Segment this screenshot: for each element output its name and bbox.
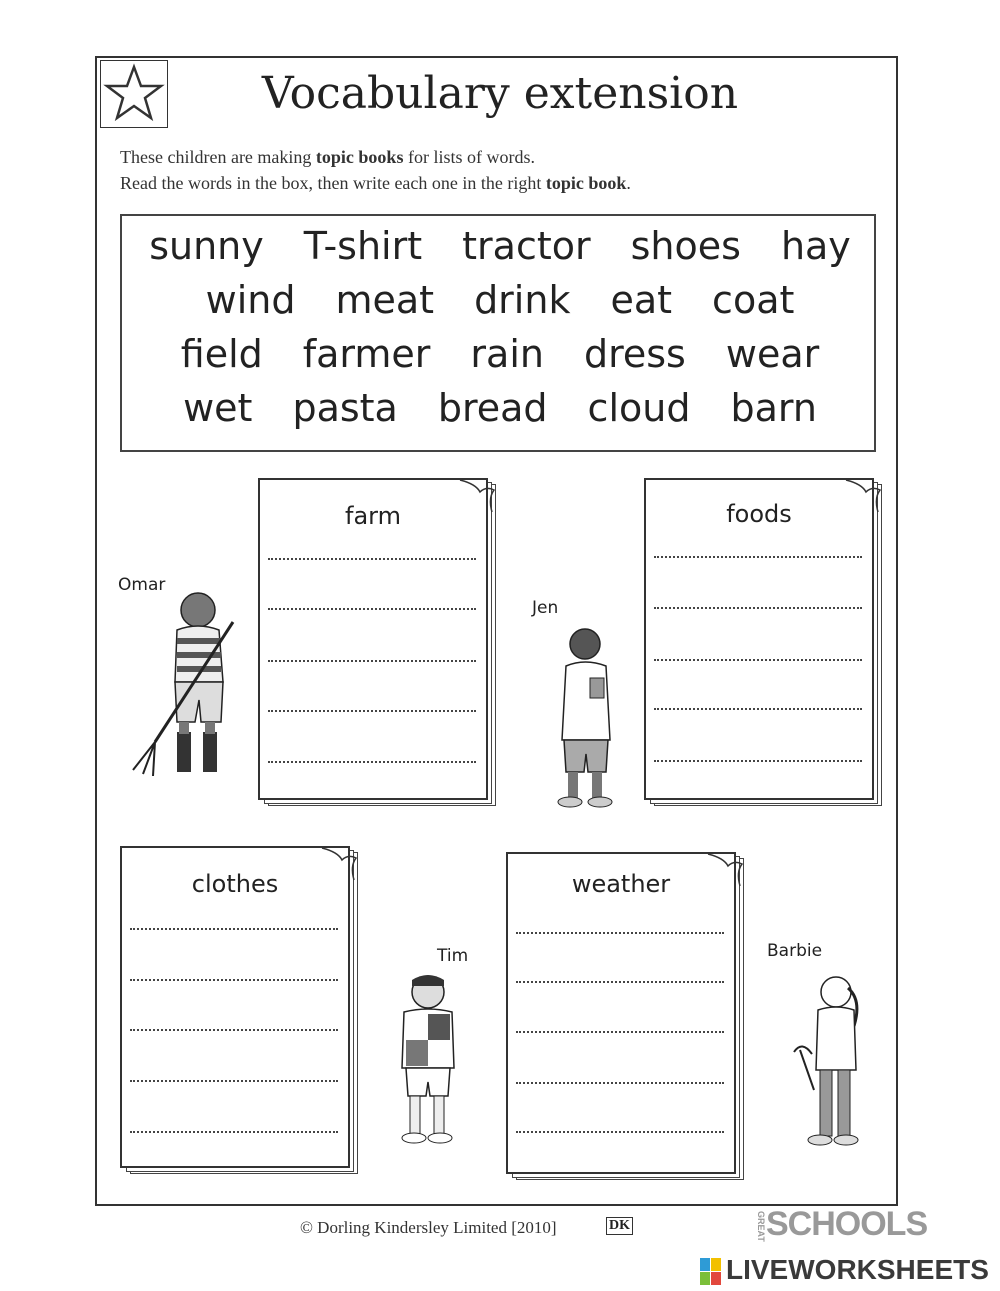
- word: drink: [474, 278, 571, 322]
- copyright-notice: © Dorling Kindersley Limited [2010]: [300, 1218, 557, 1237]
- answer-line-1[interactable]: [268, 558, 476, 560]
- answer-line-2[interactable]: [268, 608, 476, 610]
- child-name-tim: Tim: [437, 946, 469, 966]
- child-name-jen: Jen: [532, 598, 559, 618]
- word: pasta: [292, 386, 398, 430]
- book-title: clothes: [191, 870, 279, 898]
- answer-line-1[interactable]: [130, 928, 338, 930]
- liveworksheets-text: LIVEWORKSHEETS: [726, 1254, 989, 1285]
- book-front-page: [120, 846, 350, 1168]
- topic-book-farm: [258, 478, 498, 808]
- topic-book-foods: [644, 478, 884, 808]
- word: cloud: [587, 386, 691, 430]
- tim-illustration: [388, 970, 468, 1150]
- answer-line-3[interactable]: [516, 1031, 724, 1033]
- word: eat: [610, 278, 673, 322]
- book-front-page: [258, 478, 488, 800]
- answer-line-1[interactable]: [516, 932, 724, 934]
- answer-line-1[interactable]: [654, 556, 862, 558]
- answer-line-2[interactable]: [516, 981, 724, 983]
- answer-line-5[interactable]: [130, 1131, 338, 1133]
- dk-logo: DK: [606, 1217, 633, 1235]
- child-name-omar: Omar: [118, 575, 166, 595]
- greatschools-logo: [756, 1205, 927, 1244]
- answer-line-3[interactable]: [268, 660, 476, 662]
- answer-line-4[interactable]: [130, 1080, 338, 1082]
- word: meat: [335, 278, 435, 322]
- answer-line-3[interactable]: [654, 659, 862, 661]
- word: rain: [470, 332, 544, 376]
- word-box: [120, 214, 876, 452]
- instructions: [120, 144, 880, 196]
- omar-illustration: [125, 582, 240, 787]
- barbie-illustration: [790, 970, 870, 1152]
- book-title: weather: [571, 870, 671, 898]
- book-front-page: [644, 478, 874, 800]
- page-curl-icon: [458, 478, 498, 518]
- page-curl-icon: [320, 846, 360, 886]
- word: tractor: [462, 224, 591, 268]
- book-title: foods: [726, 500, 792, 528]
- answer-line-4[interactable]: [654, 708, 862, 710]
- greatschools-text: SCHOOLS: [766, 1205, 928, 1243]
- answer-line-5[interactable]: [654, 760, 862, 762]
- answer-line-2[interactable]: [654, 607, 862, 609]
- word: field: [180, 332, 263, 376]
- word: dress: [583, 332, 686, 376]
- word: sunny: [149, 224, 264, 268]
- word-row: [122, 224, 878, 268]
- page-curl-icon: [706, 852, 746, 892]
- page-curl-icon: [844, 478, 884, 518]
- greatschools-small-text: GREAT: [756, 1210, 766, 1242]
- answer-line-5[interactable]: [268, 761, 476, 763]
- word: coat: [712, 278, 795, 322]
- answer-line-5[interactable]: [516, 1131, 724, 1133]
- star-icon: [101, 61, 167, 127]
- answer-line-4[interactable]: [268, 710, 476, 712]
- instruction-line-2: Read the words in the box, then write each one in the right topic book.: [120, 173, 631, 193]
- liveworksheets-logo[interactable]: [700, 1254, 989, 1286]
- word: T-shirt: [303, 224, 423, 268]
- answer-line-4[interactable]: [516, 1082, 724, 1084]
- book-title: farm: [345, 502, 401, 530]
- instruction-line-1: These children are making topic books for lists of words.: [120, 147, 535, 167]
- word-row: [122, 278, 878, 322]
- book-front-page: [506, 852, 736, 1174]
- jen-illustration: [548, 622, 628, 810]
- word: wear: [725, 332, 820, 376]
- word: shoes: [630, 224, 741, 268]
- answer-line-2[interactable]: [130, 979, 338, 981]
- liveworksheets-blocks-icon: [700, 1258, 722, 1286]
- star-badge: [100, 60, 168, 128]
- page-title: Vocabulary extension: [261, 68, 739, 119]
- child-name-barbie: Barbie: [767, 941, 823, 961]
- word: wet: [183, 386, 253, 430]
- word-row: [122, 386, 878, 430]
- word: farmer: [302, 332, 431, 376]
- answer-line-3[interactable]: [130, 1029, 338, 1031]
- word: barn: [730, 386, 817, 430]
- word: hay: [780, 224, 851, 268]
- topic-book-clothes: [120, 846, 360, 1176]
- word: bread: [437, 386, 548, 430]
- word: wind: [205, 278, 296, 322]
- word-row: [122, 332, 878, 376]
- topic-book-weather: [506, 852, 746, 1182]
